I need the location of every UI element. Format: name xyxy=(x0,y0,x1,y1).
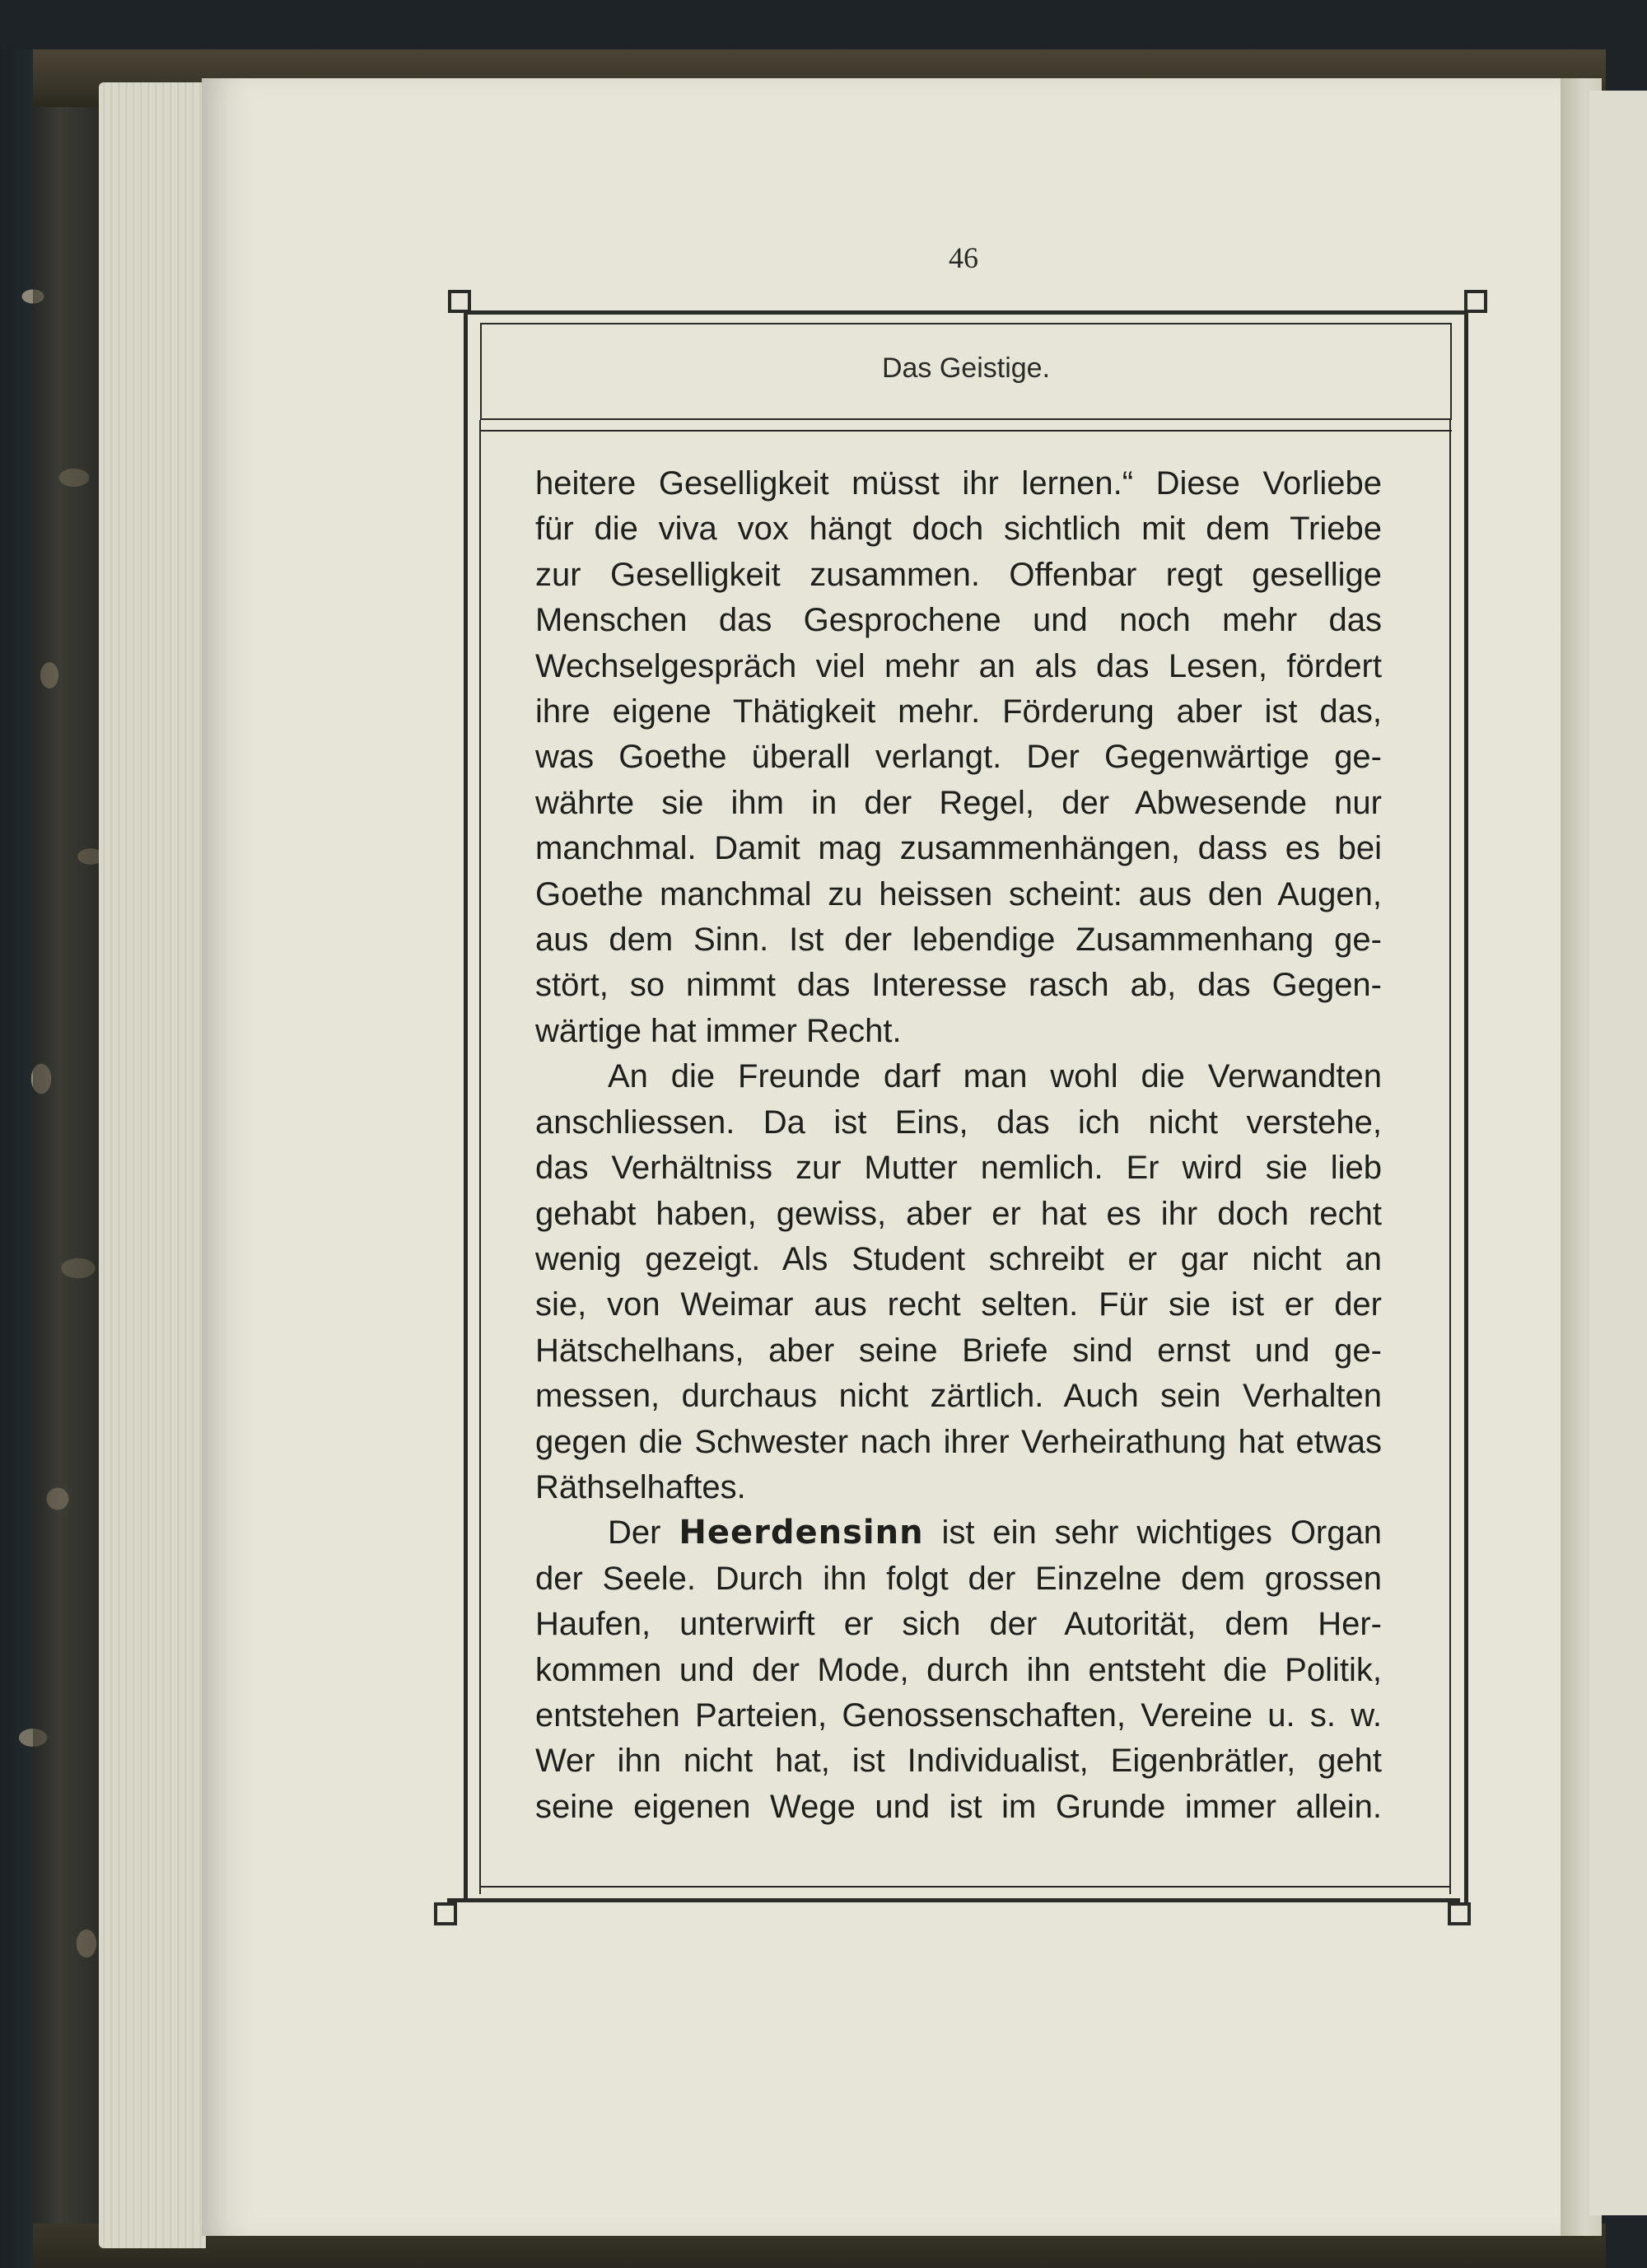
frame-inner-bottom xyxy=(479,1886,1451,1888)
text-line: Haufen, unterwirft er sich der Autorität, dem Her- xyxy=(535,1606,1382,1643)
frame-outer-right xyxy=(1464,310,1468,1902)
text-line: entstehen Parteien, Genossenschaften, Vereine u. s. w. xyxy=(535,1696,1382,1734)
text-line: heitere Geselligkeit müsst ihr lernen.“ Diese Vorliebe xyxy=(535,465,1382,502)
running-head: Das Geistige. xyxy=(881,352,1051,384)
page-number: 46 xyxy=(949,241,978,274)
paragraph xyxy=(535,1054,1382,1510)
text-line: währte sie ihm in der Regel, der Abwesende nur xyxy=(535,784,1382,821)
text-run: Der xyxy=(608,1514,661,1552)
text-line: gegen die Schwester nach ihrer Verheirathung hat etwas xyxy=(535,1423,1382,1460)
text-line: Hätschelhans, aber seine Briefe sind ernst und ge- xyxy=(535,1332,1382,1369)
frame-inner-left xyxy=(479,420,481,1894)
text-line: manchmal. Damit mag zusammenhängen, dass es bei xyxy=(535,830,1382,867)
frame-outer-left xyxy=(464,310,468,1902)
text-line: seine eigenen Wege und ist im Grunde immer allein. xyxy=(535,1788,1382,1825)
paragraph xyxy=(535,461,1382,1054)
text-line: zur Geselligkeit zusammen. Offenbar regt gesellige xyxy=(535,556,1382,593)
text-line: wenig gezeigt. Als Student schreibt er gar nicht an xyxy=(535,1240,1382,1277)
frame-outer-bottom xyxy=(447,1898,1460,1902)
paragraph xyxy=(535,1510,1382,1830)
text-line: Wechselgespräch viel mehr an als das Lesen, fördert xyxy=(535,647,1382,684)
text-line: gehabt haben, gewiss, aber er hat es ihr doch recht xyxy=(535,1195,1382,1232)
text-line: aus dem Sinn. Ist der lebendige Zusammenhang ge- xyxy=(535,922,1382,959)
text-line: sie, von Weimar aus recht selten. Für sie ist er der xyxy=(535,1286,1382,1323)
frame-corner-square xyxy=(1464,290,1487,313)
page-edges xyxy=(99,82,206,2248)
body-text xyxy=(535,461,1382,1830)
text-run: ist ein sehr wichtiges Organ xyxy=(941,1514,1382,1552)
facing-page xyxy=(1589,91,1647,2215)
frame-corner-square xyxy=(434,1902,457,1925)
frame-inner-right xyxy=(1449,420,1451,1894)
text-line: Menschen das Gesprochene und noch mehr das xyxy=(535,602,1382,639)
text-line xyxy=(535,1510,1382,1556)
text-line: das Verhältniss zur Mutter nemlich. Er wird sie lieb xyxy=(535,1150,1382,1187)
text-line: Wer ihn nicht hat, ist Individualist, Eigenbrätler, geht xyxy=(535,1743,1382,1780)
text-line: anschliessen. Da ist Eins, das ich nicht verstehe, xyxy=(535,1104,1382,1141)
text-line: messen, durchaus nicht zärtlich. Auch sein Verhalten xyxy=(535,1378,1382,1415)
text-line: Räthselhaftes. xyxy=(535,1468,746,1505)
emphasized-term: Heerdensinn xyxy=(679,1514,924,1552)
text-line: stört, so nimmt das Interesse rasch ab, das Gegen- xyxy=(535,967,1382,1004)
text-line: was Goethe überall verlangt. Der Gegenwärtige ge- xyxy=(535,739,1382,776)
text-line: der Seele. Durch ihn folgt der Einzelne dem grossen xyxy=(535,1560,1382,1597)
text-line: wärtige hat immer Recht. xyxy=(535,1012,902,1049)
frame-corner-square xyxy=(448,290,471,313)
text-line: Goethe manchmal zu heissen scheint: aus den Augen, xyxy=(535,875,1382,912)
text-line: ihre eigene Thätigkeit mehr. Förderung aber ist das, xyxy=(535,693,1382,730)
frame-corner-square xyxy=(1448,1902,1471,1925)
frame-outer-top xyxy=(464,310,1468,315)
text-line: An die Freunde darf man wohl die Verwandten xyxy=(608,1058,1382,1095)
running-head-rule xyxy=(480,430,1452,432)
text-line: für die viva vox hängt doch sichtlich mit dem Triebe xyxy=(535,511,1382,548)
text-line: kommen und der Mode, durch ihn entsteht die Politik, xyxy=(535,1651,1382,1688)
